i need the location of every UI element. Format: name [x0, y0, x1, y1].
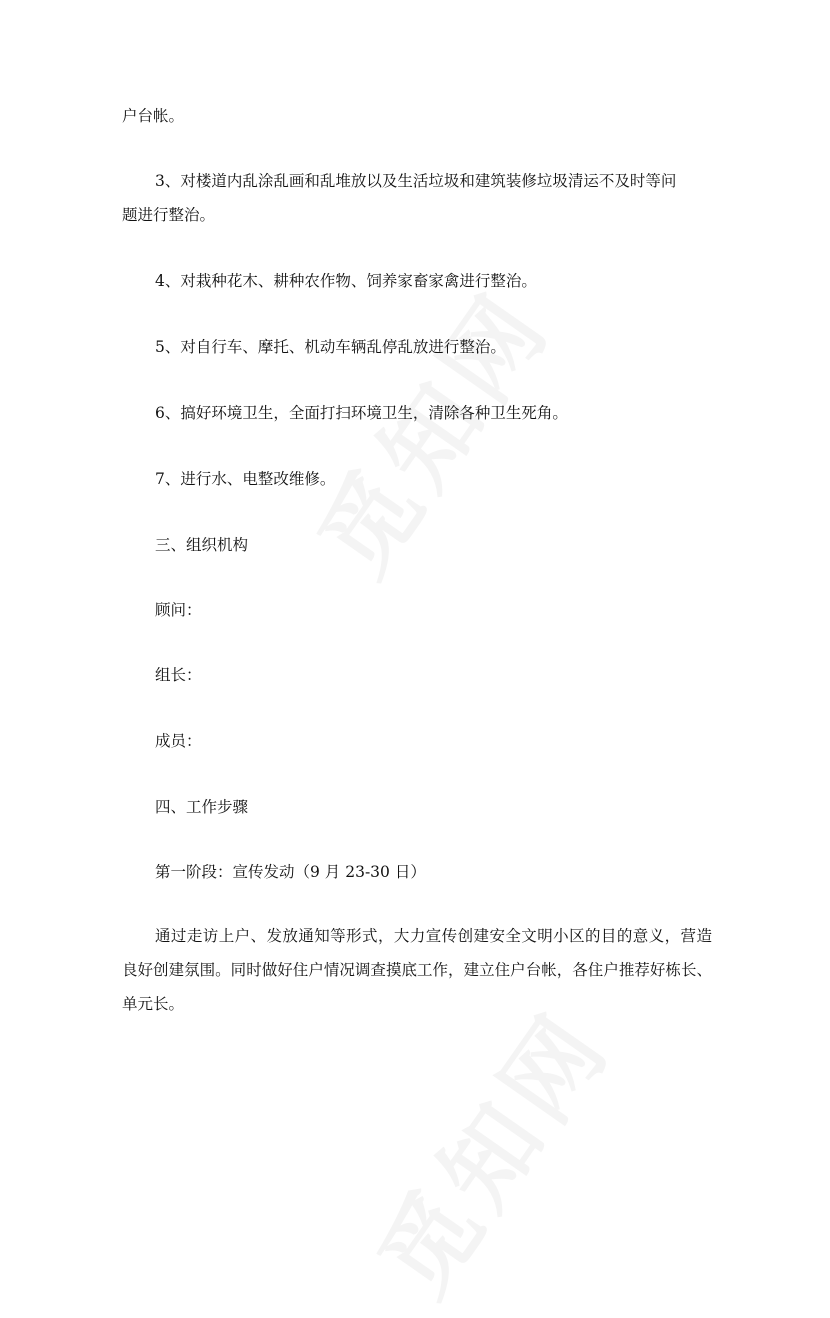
continuation-text: 户台帐。: [122, 107, 185, 125]
section-heading-work-steps: 四、工作步骤: [155, 798, 249, 816]
members-label: 成员：: [155, 732, 202, 750]
section-heading-organization: 三、组织机构: [155, 536, 249, 554]
leader-label: 组长：: [155, 666, 202, 684]
list-item-7: 7、进行水、电整改维修。: [155, 470, 336, 488]
list-item-3-line-2: 题进行整治。: [122, 206, 216, 224]
list-item-5: 5、对自行车、摩托、机动车辆乱停乱放进行整治。: [155, 338, 506, 356]
phase-1-heading: 第一阶段：宣传发动（9 月 23-30 日）: [155, 863, 426, 881]
list-item-4: 4、对栽种花木、耕种农作物、饲养家畜家禽进行整治。: [155, 272, 537, 290]
phase-1-body: 通过走访上户、发放通知等形式，大力宣传创建安全文明小区的目的意义，营造良好创建氛围。同时做好住户情况调查摸底工作，建立住户台帐，各住户推荐好栋长、 单元长。: [122, 927, 712, 1013]
list-item-6: 6、搞好环境卫生，全面打扫环境卫生，清除各种卫生死角。: [155, 404, 568, 422]
advisor-label: 顾问：: [155, 601, 202, 619]
list-item-3-line-1: 3、对楼道内乱涂乱画和乱堆放以及生活垃圾和建筑装修垃圾清运不及时等问: [155, 172, 677, 190]
